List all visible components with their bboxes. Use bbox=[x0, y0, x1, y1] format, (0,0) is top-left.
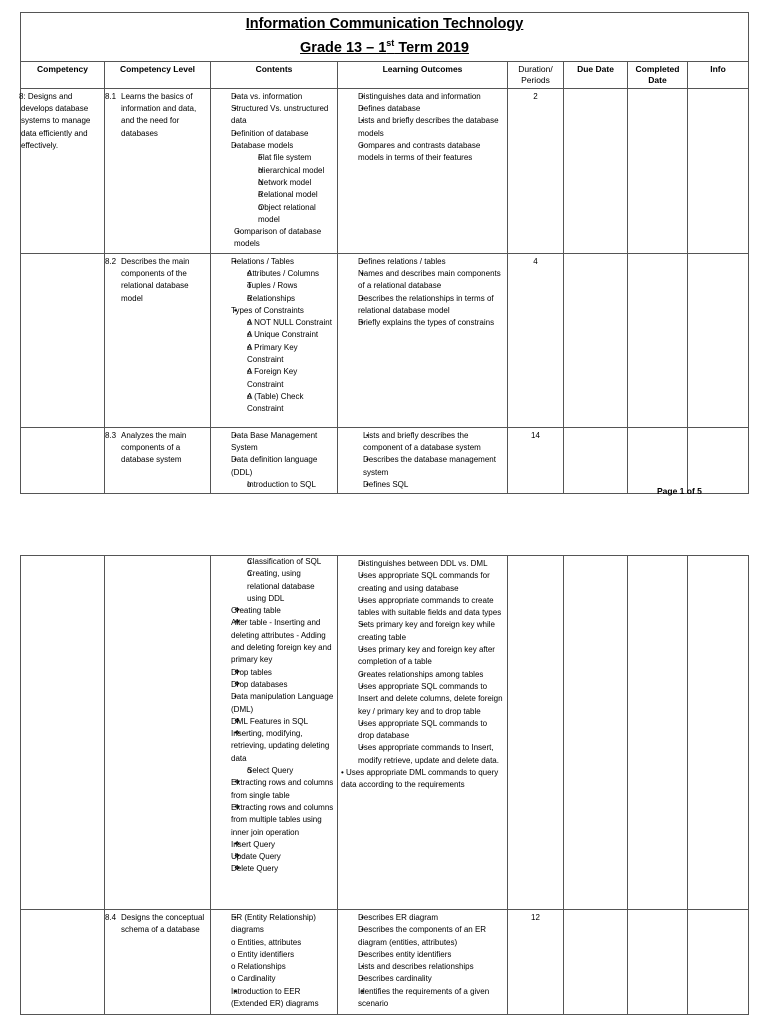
list-item: o A (Table) Check Constraint bbox=[247, 391, 334, 416]
duration-cell: 2 bbox=[508, 88, 564, 253]
contents-cell bbox=[211, 88, 338, 253]
list-item: • Lists and briefly describes the database models bbox=[358, 115, 504, 140]
list-item: • Comparison of database models bbox=[234, 226, 334, 251]
competency-level-cell: 8.1 Learns the basics of information and data, and the need for databases bbox=[105, 88, 211, 253]
learning-outcomes-cell bbox=[338, 910, 508, 1015]
list-item: o Relationships bbox=[247, 293, 334, 305]
document-page-1 bbox=[20, 12, 748, 494]
list-item: o Select Query bbox=[247, 765, 334, 777]
competency-level-cell bbox=[105, 556, 211, 910]
list-item: ❖ Creating table bbox=[231, 605, 334, 617]
info-cell bbox=[688, 556, 749, 910]
list-item: • Lists and briefly describes the component of a database system bbox=[363, 430, 504, 455]
list-item: • Describes the relationships in terms of relational database model bbox=[358, 293, 504, 318]
due-date-cell bbox=[564, 253, 628, 427]
list-item: • Creates relationships among tables bbox=[358, 669, 504, 681]
info-cell bbox=[688, 88, 749, 253]
list-item: • Uses appropriate SQL commands to Insert and delete columns, delete foreign key / primary key and to drop table bbox=[358, 681, 504, 718]
header-info: Info bbox=[688, 61, 749, 88]
list-item: o Relational model bbox=[258, 189, 334, 201]
contents-cell bbox=[211, 253, 338, 427]
competency-cell bbox=[21, 910, 105, 1015]
header-row bbox=[21, 61, 749, 88]
competency-cell bbox=[21, 253, 105, 427]
list-item: • Compares and contrasts database models in terms of their features bbox=[358, 140, 504, 165]
info-cell bbox=[688, 910, 749, 1015]
competency-cell bbox=[21, 427, 105, 493]
list-item: • Describes the database management system bbox=[363, 454, 504, 479]
list-item: • Describes entity identifiers bbox=[358, 949, 504, 961]
list-item: ❖ Inserting, modifying, retrieving, updating deleting data bbox=[231, 728, 334, 765]
completed-date-cell bbox=[628, 910, 688, 1015]
header-competency-level: Competency Level bbox=[105, 61, 211, 88]
list-item: o Classification of SQL bbox=[247, 556, 334, 568]
list-item: • Distinguishes between DDL vs. DML bbox=[358, 558, 504, 570]
list-item: • Data Base Management System bbox=[231, 430, 334, 455]
list-item: • Defines database bbox=[358, 103, 504, 115]
contents-cell bbox=[211, 556, 338, 910]
due-date-cell bbox=[564, 427, 628, 493]
contents-cell bbox=[211, 427, 338, 493]
list-item: • Defines relations / tables bbox=[358, 256, 504, 268]
list-item: o A Primary Key Constraint bbox=[247, 342, 334, 367]
list-item: • Sets primary key and foreign key while creating table bbox=[358, 619, 504, 644]
competency-level-cell: 8.2 Describes the main components of the relational database model bbox=[105, 253, 211, 427]
list-item: • Data definition language (DDL) bbox=[231, 454, 334, 479]
list-item: ❖ DML Features in SQL bbox=[231, 716, 334, 728]
duration-cell: 12 bbox=[508, 910, 564, 1015]
list-item: o Tuples / Rows bbox=[247, 280, 334, 292]
duration-cell bbox=[508, 556, 564, 910]
list-item: ❖ Drop tables bbox=[231, 667, 334, 679]
term-plan-table-continued bbox=[20, 555, 749, 1015]
header-competency: Competency bbox=[21, 61, 105, 88]
due-date-cell bbox=[564, 88, 628, 253]
list-item: ❖ Insert Query bbox=[231, 839, 334, 851]
list-item: • Definition of database bbox=[231, 128, 334, 140]
list-item: • Describes the components of an ER diagram (entities, attributes) bbox=[358, 924, 504, 949]
table-title bbox=[21, 13, 749, 62]
list-item: ❖ Delete Query bbox=[231, 863, 334, 875]
list-item: o Object relational model bbox=[258, 202, 334, 227]
list-item: o Network model bbox=[258, 177, 334, 189]
competency-level-cell: 8.4 Designs the conceptual schema of a database bbox=[105, 910, 211, 1015]
due-date-cell bbox=[564, 556, 628, 910]
table-row bbox=[21, 253, 749, 427]
table-row bbox=[21, 88, 749, 253]
list-item: • Types of Constraints bbox=[231, 305, 334, 317]
list-item: • Structured Vs. unstructured data bbox=[231, 103, 334, 128]
list-item: ❖ Alter table - Inserting and deleting attributes - Adding and deleting foreign key and primary key bbox=[231, 617, 334, 666]
list-item: • Distinguishes data and information bbox=[358, 91, 504, 103]
learning-outcomes-cell bbox=[338, 427, 508, 493]
list-item: • Lists and describes relationships bbox=[358, 961, 504, 973]
list-item: • Relations / Tables bbox=[231, 256, 334, 268]
learning-outcomes-cell: • Distinguishes between DDL vs. DML • Uses appropriate SQL commands for creating and using database • Uses appropriate commands to create tables with suitable fields and data types • Sets primary key and foreign key while creating table • Uses primary key and foreign key after completion of a table • Creates relationships among tables • Uses appropriate SQL commands to Insert and delete columns, delete foreign key / primary key and to drop table • Uses appropriate SQL commands to drop database • Uses appropriate commands to Insert, modify retrieve, update and delete data. • Uses appropriate DML commands to query data according to the requirements bbox=[338, 556, 508, 910]
list-item: o A Unique Constraint bbox=[247, 329, 334, 341]
info-cell bbox=[688, 253, 749, 427]
header-contents: Contents bbox=[211, 61, 338, 88]
due-date-cell bbox=[564, 910, 628, 1015]
competency-cell bbox=[21, 556, 105, 910]
list-item: • Introduction to EER (Extended ER) diagrams bbox=[231, 986, 334, 1011]
list-item: ❖ Drop databases bbox=[231, 679, 334, 691]
info-cell bbox=[688, 427, 749, 493]
list-item: • Uses appropriate SQL commands to drop database bbox=[358, 718, 504, 743]
list-item: • Uses appropriate SQL commands for creating and using database bbox=[358, 570, 504, 595]
completed-date-cell bbox=[628, 427, 688, 493]
list-item: • Briefly explains the types of constrains bbox=[358, 317, 504, 329]
header-completed-date: Completed Date bbox=[628, 61, 688, 88]
document-page-2 bbox=[20, 555, 748, 1015]
title-line-1: Information Communication Technology bbox=[245, 16, 524, 32]
competency-level-cell: 8.3 Analyzes the main components of a database system bbox=[105, 427, 211, 493]
title-line-2: Grade 13 – 1st Term 2019 bbox=[300, 38, 469, 56]
completed-date-cell bbox=[628, 88, 688, 253]
list-item: • Uses appropriate commands to create tables with suitable fields and data types bbox=[358, 595, 504, 620]
list-item: • Describes ER diagram bbox=[358, 912, 504, 924]
list-item: • Names and describes main components of a relational database bbox=[358, 268, 504, 293]
list-item: o Creating, using relational database using DDL bbox=[247, 568, 334, 605]
learning-outcomes-cell bbox=[338, 88, 508, 253]
list-item: ❖ Extracting rows and columns from single table bbox=[231, 777, 334, 802]
list-item: • Data manipulation Language (DML) bbox=[231, 691, 334, 716]
duration-cell: 4 bbox=[508, 253, 564, 427]
list-item: • Uses appropriate commands to Insert, modify retrieve, update and delete data. bbox=[358, 742, 504, 767]
list-item: • Database models bbox=[231, 140, 334, 152]
list-item: • Data vs. information bbox=[231, 91, 334, 103]
list-item: o Flat file system bbox=[258, 152, 334, 164]
table-row bbox=[21, 556, 749, 910]
list-item: o Attributes / Columns bbox=[247, 268, 334, 280]
list-item: ❖ Update Query bbox=[231, 851, 334, 863]
completed-date-cell bbox=[628, 253, 688, 427]
contents-cell: • ER (Entity Relationship) diagrams o Entities, attributes o Entity identifiers o Relationships o Cardinality • Introduction to EER (Extended ER) diagrams bbox=[211, 910, 338, 1015]
list-item: • Identifies the requirements of a given scenario bbox=[358, 986, 504, 1011]
list-item: • ER (Entity Relationship) diagrams bbox=[231, 912, 334, 937]
list-item: • Uses primary key and foreign key after completion of a table bbox=[358, 644, 504, 669]
header-due-date: Due Date bbox=[564, 61, 628, 88]
list-item: • Defines SQL bbox=[363, 479, 504, 491]
list-item: • Describes cardinality bbox=[358, 973, 504, 985]
list-item: o A Foreign Key Constraint bbox=[247, 366, 334, 391]
list-item: ❖ Extracting rows and columns from multiple tables using inner join operation bbox=[231, 802, 334, 839]
list-item: o A NOT NULL Constraint bbox=[247, 317, 334, 329]
competency-cell: 8: Designs and develops database systems to manage data efficiently and effectively. bbox=[21, 88, 105, 253]
header-learning-outcomes: Learning Outcomes bbox=[338, 61, 508, 88]
table-row bbox=[21, 427, 749, 493]
header-duration: Duration/ Periods bbox=[508, 61, 564, 88]
page-number: Page 1 of 5 bbox=[657, 486, 702, 496]
completed-date-cell bbox=[628, 556, 688, 910]
term-plan-table bbox=[20, 12, 749, 494]
duration-cell: 14 bbox=[508, 427, 564, 493]
list-item: o Introduction to SQL bbox=[247, 479, 334, 491]
list-item: o Hierarchical model bbox=[258, 165, 334, 177]
table-row bbox=[21, 910, 749, 1015]
learning-outcomes-cell bbox=[338, 253, 508, 427]
